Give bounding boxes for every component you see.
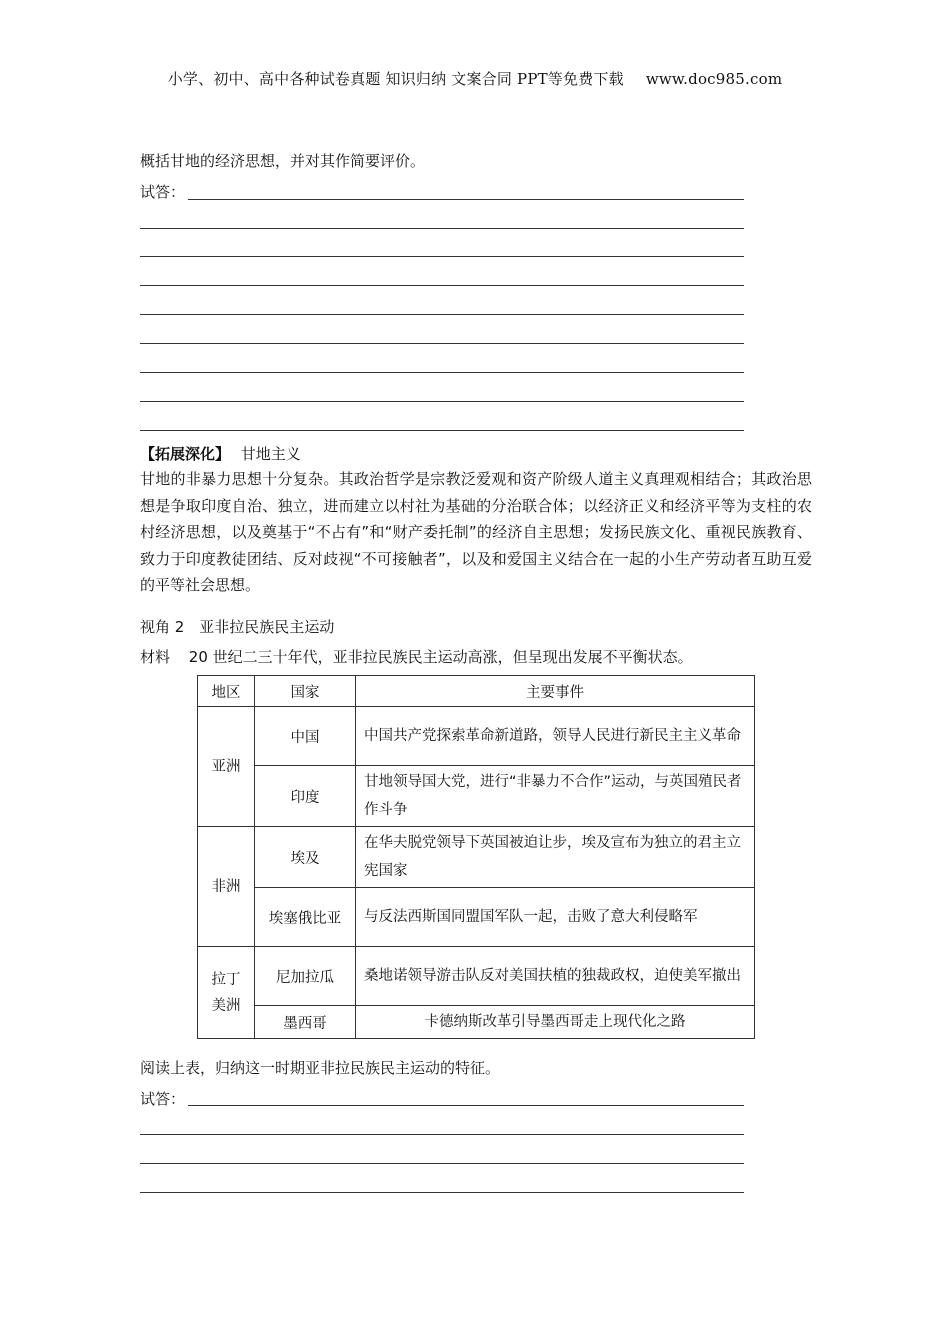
answer-line[interactable] [140,343,744,344]
country-cell: 中国 [255,707,356,766]
answer-line[interactable] [140,285,744,286]
event-cell: 卡德纳斯改革引导墨西哥走上现代化之路 [356,1006,755,1039]
header-text: 小学、初中、高中各种试卷真题 知识归纳 文案合同 PPT等免费下载 [167,70,624,88]
question2-answer-label: 试答： [140,1090,186,1108]
answer-line[interactable] [188,1105,744,1106]
region-cell: 亚洲 [198,707,255,827]
events-table [197,675,755,1039]
material-line [140,647,693,667]
header-country: 国家 [255,676,356,707]
expansion-title: 甘地主义 [240,445,301,463]
country-cell: 埃塞俄比亚 [255,888,356,947]
expansion-label: 【拓展深化】 [140,445,231,463]
material-text: 20 世纪二三十年代，亚非拉民族民主运动高涨，但呈现出发展不平衡状态。 [188,648,693,666]
question2-prompt: 阅读上表，归纳这一时期亚非拉民族民主运动的特征。 [140,1059,501,1077]
question1-answer-label: 试答： [140,183,186,201]
country-cell: 埃及 [255,827,356,888]
event-cell: 与反法西斯国同盟国军队一起，击败了意大利侵略军 [356,888,755,947]
page-header [0,68,950,89]
table-header-row [198,676,755,707]
answer-line[interactable] [140,401,744,402]
expansion-heading [140,443,301,464]
answer-line[interactable] [140,1192,744,1193]
table-row [198,827,755,888]
event-cell: 甘地领导国大党，进行“非暴力不合作”运动，与英国殖民者作斗争 [356,766,755,827]
perspective-title: 视角 2 亚非拉民族民主运动 [140,618,335,636]
question1-prompt: 概括甘地的经济思想，并对其作简要评价。 [140,152,426,170]
table-row [198,947,755,1006]
table-row [198,888,755,947]
event-cell: 在华夫脱党领导下英国被迫让步，埃及宣布为独立的君主立宪国家 [356,827,755,888]
answer-line[interactable] [188,199,744,200]
answer-line[interactable] [140,430,744,431]
answer-line[interactable] [140,256,744,257]
country-cell: 尼加拉瓜 [255,947,356,1006]
material-label: 材料 [140,648,171,666]
answer-line[interactable] [140,1134,744,1135]
expansion-body: 甘地的非暴力思想十分复杂。其政治哲学是宗教泛爱观和资产阶级人道主义真理观相结合；其政治思想是争取印度自治、独立，进而建立以村社为基础的分治联合体；以经济正义和经济平等为支柱的农村经济思想，以及奠基于“不占有”和“财产委托制”的经济自主思想；发扬民族文化、重视民族教育、致力于印度教徒团结、反对歧视“不可接触者”，以及和爱国主义结合在一起的小生产劳动者互助互爱的平等社会思想。 [140,470,812,594]
country-cell: 印度 [255,766,356,827]
answer-line[interactable] [140,372,744,373]
header-region: 地区 [198,676,255,707]
header-site: www.doc985.com [645,70,783,88]
header-event: 主要事件 [356,676,755,707]
answer-line[interactable] [140,314,744,315]
region-cell: 非洲 [198,827,255,947]
region-cell: 拉丁美洲 [198,947,255,1039]
event-cell: 桑地诺领导游击队反对美国扶植的独裁政权，迫使美军撤出 [356,947,755,1006]
table-row [198,1006,755,1039]
table-row [198,766,755,827]
country-cell: 墨西哥 [255,1006,356,1039]
event-cell: 中国共产党探索革命新道路，领导人民进行新民主主义革命 [356,707,755,766]
table-row [198,707,755,766]
answer-line[interactable] [140,228,744,229]
answer-line[interactable] [140,1163,744,1164]
